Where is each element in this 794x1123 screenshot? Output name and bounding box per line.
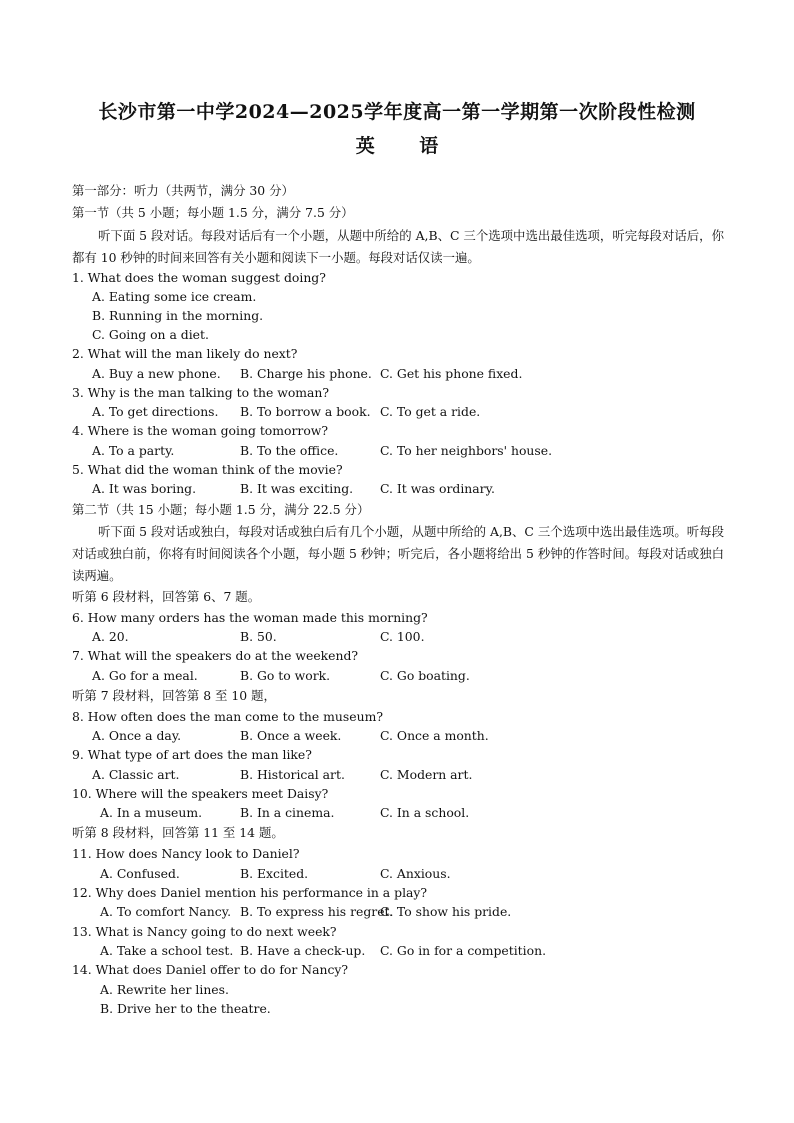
q8-option-a: A. Once a day. [92,728,182,743]
q4-option-a: A. To a party. [92,443,175,458]
q8-option-b: B. Once a week. [240,728,342,743]
question-11: 11. How does Nancy look to Daniel? [72,846,300,861]
q5-option-b: B. It was exciting. [240,481,354,496]
q7-option-c: C. Go boating. [380,668,470,683]
q12-option-b: B. To express his regret. [240,904,394,919]
q9-option-b: B. Historical art. [240,767,345,782]
subject-title: 英 语 [355,135,439,157]
material-8-heading: 听第 8 段材料，回答第 11 至 14 题。 [72,825,284,840]
question-1: 1. What does the woman suggest doing? [72,270,326,285]
question-7: 7. What will the speakers do at the weekend? [72,648,359,663]
part1-heading: 第一部分：听力（共两节，满分 30 分） [72,183,294,198]
q13-option-a: A. Take a school test. [100,943,234,958]
q6-option-a: A. 20. [92,629,129,644]
q4-option-c: C. To her neighbors' house. [380,443,553,458]
exam-title: 长沙市第一中学2024—2025学年度高一第一学期第一次阶段性检测 [98,101,696,123]
question-10: 10. Where will the speakers meet Daisy? [72,786,329,801]
question-12: 12. Why does Daniel mention his performance in a play? [72,885,428,900]
q7-option-b: B. Go to work. [240,668,331,683]
q13-option-c: C. Go in for a competition. [380,943,547,958]
section1-heading: 第一节（共 5 小题；每小题 1.5 分，满分 7.5 分） [72,205,354,220]
question-2: 2. What will the man likely do next? [72,346,298,361]
q1-option-c: C. Going on a diet. [92,327,209,342]
q6-option-c: C. 100. [380,629,425,644]
q2-option-b: B. Charge his phone. [240,366,372,381]
q1-option-b: B. Running in the morning. [92,308,264,323]
section2-instructions: 听下面 5 段对话或独白，每段对话或独白后有几个小题，从题中所给的 A,B、C 三个选项中选出最佳选项。听每段对话或独白前，你将有时间阅读各个小题，每小题 5 秒钟；听完后，各小题将给出 5 秒钟的作答时间。每段对话或独白读两遍。 [72,524,724,583]
q3-option-c: C. To get a ride. [380,404,481,419]
q11-option-a: A. Confused. [100,866,180,881]
q2-option-c: C. Get his phone fixed. [380,366,523,381]
q9-option-a: A. Classic art. [92,767,180,782]
question-3: 3. Why is the man talking to the woman? [72,385,330,400]
q11-option-c: C. Anxious. [380,866,451,881]
q12-option-a: A. To comfort Nancy. [100,904,232,919]
q2-option-a: A. Buy a new phone. [92,366,221,381]
q5-option-c: C. It was ordinary. [380,481,495,496]
q7-option-a: A. Go for a meal. [92,668,198,683]
q6-option-b: B. 50. [240,629,277,644]
question-6: 6. How many orders has the woman made this morning? [72,610,428,625]
material-7-heading: 听第 7 段材料，回答第 8 至 10 题， [72,688,276,703]
q14-option-b: B. Drive her to the theatre. [100,1001,271,1016]
section2-heading: 第二节（共 15 小题；每小题 1.5 分，满分 22.5 分） [72,502,370,517]
q3-option-a: A. To get directions. [92,404,219,419]
question-4: 4. Where is the woman going tomorrow? [72,423,329,438]
q3-option-b: B. To borrow a book. [240,404,371,419]
q1-option-a: A. Eating some ice cream. [92,289,257,304]
material-6-heading: 听第 6 段材料，回答第 6、7 题。 [72,589,261,604]
q8-option-c: C. Once a month. [380,728,489,743]
q10-option-b: B. In a cinema. [240,805,335,820]
question-5: 5. What did the woman think of the movie? [72,462,343,477]
question-13: 13. What is Nancy going to do next week? [72,924,337,939]
q11-option-b: B. Excited. [240,866,309,881]
q10-option-c: C. In a school. [380,805,470,820]
q4-option-b: B. To the office. [240,443,339,458]
q10-option-a: A. In a museum. [100,805,203,820]
q5-option-a: A. It was boring. [92,481,197,496]
q9-option-c: C. Modern art. [380,767,473,782]
q12-option-c: C. To show his pride. [380,904,512,919]
question-8: 8. How often does the man come to the museum? [72,709,383,724]
q14-option-a: A. Rewrite her lines. [100,982,229,997]
q13-option-b: B. Have a check-up. [240,943,366,958]
section1-instructions: 听下面 5 段对话。每段对话后有一个小题，从题中所给的 A,B、C 三个选项中选出最佳选项，听完每段对话后，你都有 10 秒钟的时间来回答有关小题和阅读下一小题。每段对话仅读一遍。 [72,228,724,265]
question-9: 9. What type of art does the man like? [72,747,312,762]
question-14: 14. What does Daniel offer to do for Nancy? [72,962,349,977]
